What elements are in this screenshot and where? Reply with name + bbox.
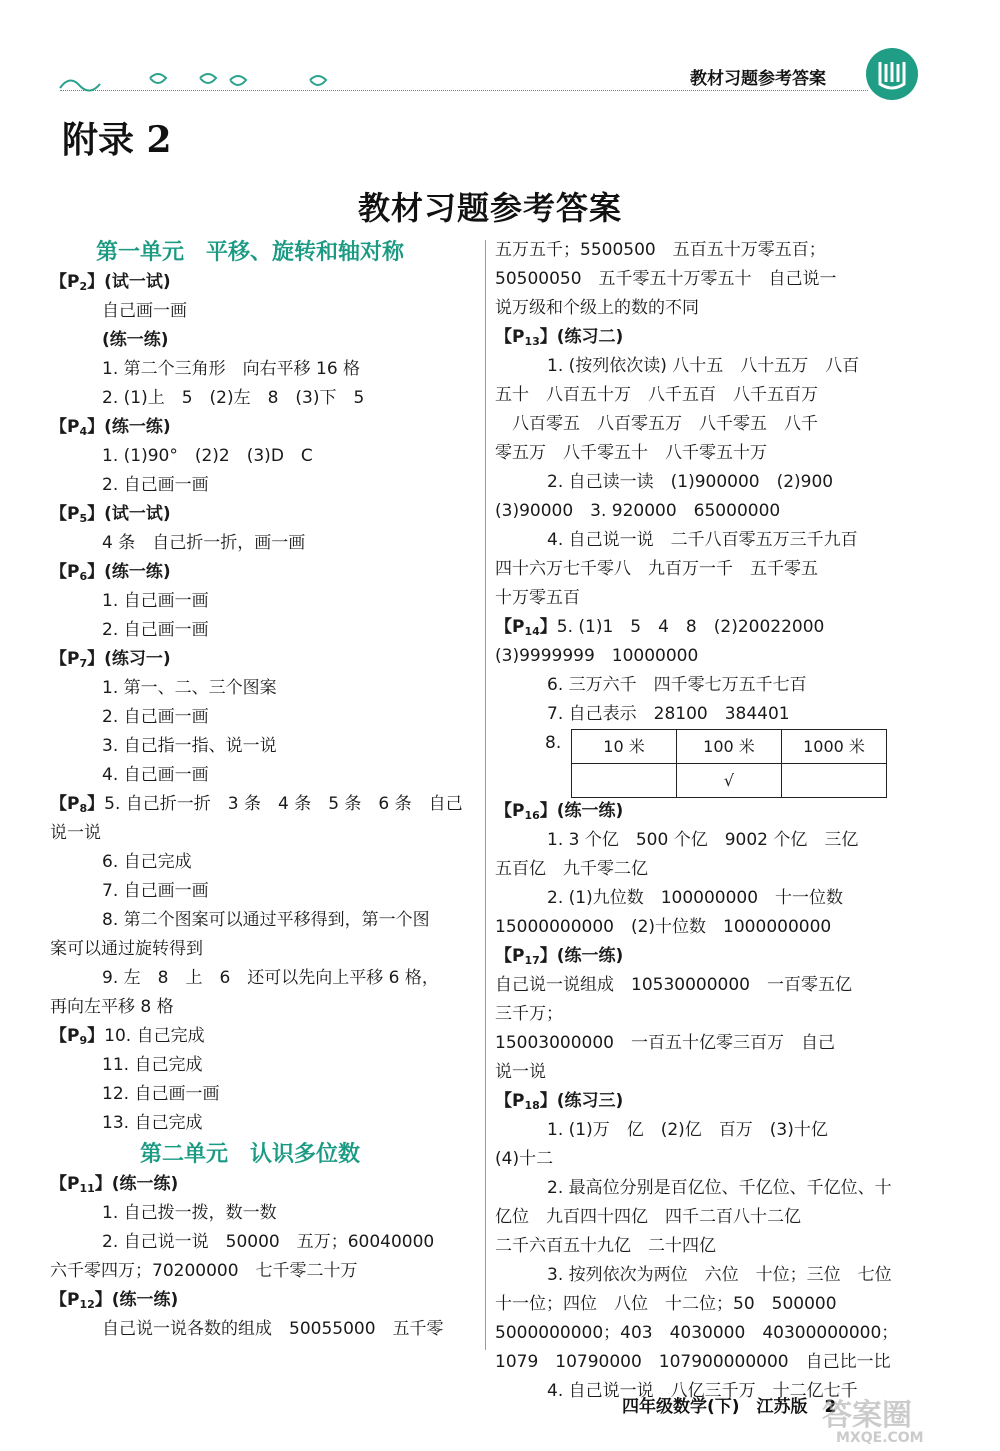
answer-line: (练一练)	[102, 330, 169, 350]
page-footer: 四年级数学(下) 江苏版 2	[622, 1397, 837, 1417]
page-ref: 【$P_{13}$】	[495, 327, 557, 348]
answer-line: 亿位 九百四十四亿 四千二百八十二亿	[495, 1207, 801, 1227]
answer-line: 4 条 自己折一折，画一画	[102, 533, 306, 553]
answer-line: 1. (按列依次读) 八十五 八十五万 八百	[547, 356, 860, 376]
page-ref-line	[495, 323, 925, 352]
left-column	[50, 236, 480, 1344]
table-cell	[782, 764, 887, 798]
page-ref: 【$P_8$】	[50, 794, 105, 815]
answer-text: (练一练)	[556, 801, 624, 821]
page-ref-line	[495, 942, 925, 971]
answer-text: (练一练)	[111, 1290, 179, 1310]
page-ref-line	[50, 500, 480, 529]
answer-line: 自己说一说各数的组成 50055000 五千零	[102, 1319, 444, 1339]
unit-heading: 第一单元 平移、旋转和轴对称	[96, 240, 405, 265]
page-ref-line	[50, 558, 480, 587]
answer-line: (3)90000 3. 920000 65000000	[495, 501, 781, 521]
answer-line: 自己画一画	[102, 301, 187, 321]
answer-line: 50500050 五千零五十万零五十 自己说一	[495, 269, 837, 289]
answer-line: 1. (1)90° (2)2 (3)D C	[102, 446, 313, 466]
answer-line: (4)十二	[495, 1149, 554, 1169]
right-column	[495, 236, 925, 1406]
answer-line: 15003000000 一百五十亿零三百万 自己	[495, 1033, 835, 1053]
answer-line: 13. 自己完成	[102, 1113, 203, 1133]
table-cell: 10 米	[572, 730, 677, 764]
answer-line: 4. 自己说一说 二千八百零五万三千九百	[547, 530, 858, 550]
answer-text: (练习一)	[104, 649, 171, 669]
answer-line: 说一说	[50, 823, 101, 843]
unit-heading: 第二单元 认识多位数	[140, 1142, 361, 1167]
answer-line: 十万零五百	[495, 588, 580, 608]
answer-line: 5000000000；403 4030000 40300000000；	[495, 1323, 899, 1343]
page-ref-line	[495, 797, 925, 826]
answer-text: 5. 自己折一折 3 条 4 条 5 条 6 条 自己	[104, 794, 463, 814]
answer-line: 4. 自己画一画	[102, 765, 209, 785]
table-cell: 100 米	[677, 730, 782, 764]
answer-table	[571, 729, 887, 798]
answer-line: 八百零五 八百零五万 八千零五 八千	[495, 414, 818, 434]
answer-line: 案可以通过旋转得到	[50, 939, 203, 959]
answer-text: (练习二)	[556, 327, 624, 347]
answer-line: (3)9999999 10000000	[495, 646, 699, 666]
page-ref-line	[50, 268, 480, 297]
answer-line: 说万级和个级上的数的不同	[495, 298, 699, 318]
publisher-logo-icon	[866, 48, 918, 100]
column-divider	[485, 240, 486, 1350]
table-cell	[572, 764, 677, 798]
answer-line: 六千零四万；70200000 七千零二十万	[50, 1261, 358, 1281]
answer-line: 2. (1)九位数 100000000 十一位数	[547, 888, 844, 908]
table-cell: 1000 米	[782, 730, 887, 764]
page-ref: 【$P_7$】	[50, 649, 105, 670]
answer-text: (练一练)	[104, 562, 171, 582]
watermark-url: MXQE.COM	[836, 1430, 924, 1446]
header-title: 教材习题参考答案	[690, 69, 826, 89]
answer-line: 1. 3 个亿 500 个亿 9002 个亿 三亿	[547, 830, 859, 850]
answer-line: 二千六百五十九亿 二十四亿	[495, 1236, 716, 1256]
answer-line: 2. 自己读一读 (1)900000 (2)900	[547, 472, 834, 492]
page-ref-line	[50, 1170, 480, 1199]
answer-line: 3. 自己指一指、说一说	[102, 736, 277, 756]
page-ref: 【$P_{18}$】	[495, 1091, 557, 1112]
answer-line: 1. 第二个三角形 向右平移 16 格	[102, 359, 361, 379]
answer-line: 1. 自己画一画	[102, 591, 209, 611]
answer-line: 4. 自己说一说 八亿三千万 十二亿七千	[547, 1381, 858, 1401]
answer-line: 7. 自己画一画	[102, 881, 209, 901]
page-ref-line	[50, 790, 480, 819]
header-rule	[60, 90, 868, 91]
answer-line: 2. 自己画一画	[102, 475, 209, 495]
answer-line: 2. 自己画一画	[102, 620, 209, 640]
page-ref-line	[495, 613, 925, 642]
answer-line: 3. 按列依次为两位 六位 十位；三位 七位	[547, 1265, 892, 1285]
answer-line: 9. 左 8 上 6 还可以先向上平移 6 格，	[102, 968, 439, 988]
page-ref: 【$P_{16}$】	[495, 801, 557, 822]
page-ref-line	[50, 645, 480, 674]
page-ref: 【$P_6$】	[50, 562, 105, 583]
answer-line: 五万五千；5500500 五百五十万零五百；	[495, 240, 826, 260]
answer-line: 零五万 八千零五十 八千零五十万	[495, 443, 767, 463]
answer-line: 8. 第二个图案可以通过平移得到，第一个图	[102, 910, 430, 930]
question-number: 8.	[545, 733, 562, 753]
answer-text: (试一试)	[104, 272, 171, 292]
page-ref: 【$P_{14}$】	[495, 617, 557, 638]
answer-line: 十一位；四位 八位 十二位；50 500000	[495, 1294, 837, 1314]
answer-text: (练一练)	[556, 946, 624, 966]
answer-line: 11. 自己完成	[102, 1055, 203, 1075]
answer-line: 2. 自己说一说 50000 五万；60040000	[102, 1232, 435, 1252]
table-row	[572, 730, 887, 764]
answer-line: 五十 八百五十万 八千五百 八千五百万	[495, 385, 818, 405]
answer-line: 2. 最高位分别是百亿位、千亿位、千亿位、十	[547, 1178, 892, 1198]
answer-line: 1. (1)万 亿 (2)亿 百万 (3)十亿	[547, 1120, 828, 1140]
answer-text: (练一练)	[104, 417, 171, 437]
page-ref: 【$P_4$】	[50, 417, 105, 438]
page-ref-line	[50, 1286, 480, 1315]
page-ref-line	[50, 413, 480, 442]
answer-line: 6. 自己完成	[102, 852, 192, 872]
answer-text: (练习三)	[556, 1091, 624, 1111]
table-cell: √	[677, 764, 782, 798]
page-ref: 【$P_2$】	[50, 272, 105, 293]
page-ref-line	[50, 1022, 480, 1051]
answer-line: 1. 第一、二、三个图案	[102, 678, 277, 698]
answer-line: 2. (1)上 5 (2)左 8 (3)下 5	[102, 388, 365, 408]
answer-line: 2. 自己画一画	[102, 707, 209, 727]
answer-line: 五百亿 九千零二亿	[495, 859, 648, 879]
answer-line: 1. 自己拨一拨，数一数	[102, 1203, 277, 1223]
answer-text: 10. 自己完成	[104, 1026, 205, 1046]
page-ref: 【$P_{12}$】	[50, 1290, 112, 1311]
answer-text: 5. (1)1 5 4 8 (2)20022000	[556, 617, 825, 637]
table-row	[572, 764, 887, 798]
watermark: 答案圈	[822, 1398, 912, 1433]
answer-table-block	[495, 729, 925, 797]
answer-line: 四十六万七千零八 九百万一千 五千零五	[495, 559, 818, 579]
answer-line: 12. 自己画一画	[102, 1084, 220, 1104]
page-title: 教材习题参考答案	[357, 189, 622, 227]
page-ref-line	[495, 1087, 925, 1116]
answer-line: 6. 三万六千 四千零七万五千七百	[547, 675, 807, 695]
answer-line: 1079 10790000 107900000000 自己比一比	[495, 1352, 891, 1372]
answer-line: 自己说一说组成 10530000000 一百零五亿	[495, 975, 852, 995]
page-ref: 【$P_{11}$】	[50, 1174, 112, 1195]
page-ref: 【$P_9$】	[50, 1026, 105, 1047]
answer-line: 三千万；	[495, 1004, 563, 1024]
answer-line: 再向左平移 8 格	[50, 997, 174, 1017]
appendix-label: 附录 2	[62, 119, 172, 161]
answer-text: (试一试)	[104, 504, 171, 524]
page-ref: 【$P_5$】	[50, 504, 105, 525]
answer-line: 7. 自己表示 28100 384401	[547, 704, 790, 724]
page-ref: 【$P_{17}$】	[495, 946, 557, 967]
answer-text: (练一练)	[111, 1174, 179, 1194]
answer-line: 15000000000 (2)十位数 1000000000	[495, 917, 832, 937]
answer-line: 说一说	[495, 1062, 546, 1082]
